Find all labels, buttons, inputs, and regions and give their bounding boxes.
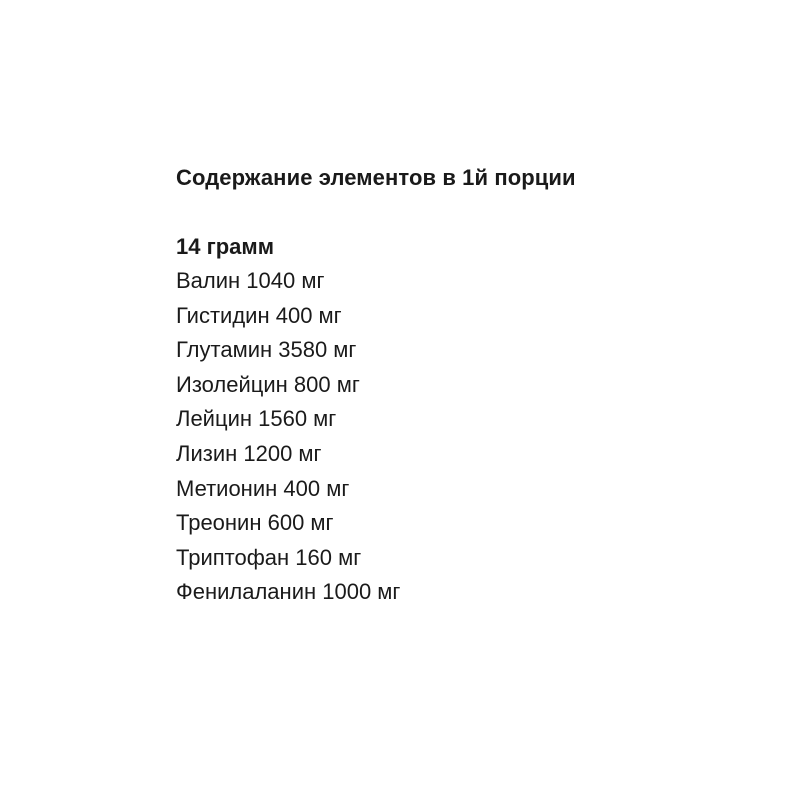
- list-item: Глутамин 3580 мг: [176, 337, 357, 363]
- nutrition-content: [176, 160, 776, 610]
- list-item: Лейцин 1560 мг: [176, 406, 337, 432]
- content-title: Содержание элементов в 1й порции: [176, 165, 576, 190]
- amino-acid-list: [176, 264, 776, 610]
- list-item: Валин 1040 мг: [176, 268, 325, 293]
- list-item: Лизин 1200 мг: [176, 440, 322, 466]
- serving-size: 14 грамм: [176, 234, 274, 259]
- list-item: Изолейцин 800 мг: [176, 371, 360, 397]
- list-item: Метионин 400 мг: [176, 475, 350, 501]
- list-item: Гистидин 400 мг: [176, 302, 342, 328]
- list-item: Триптофан 160 мг: [176, 544, 362, 570]
- list-item: Треонин 600 мг: [176, 510, 334, 536]
- list-item: Фенилаланин 1000 мг: [176, 579, 401, 605]
